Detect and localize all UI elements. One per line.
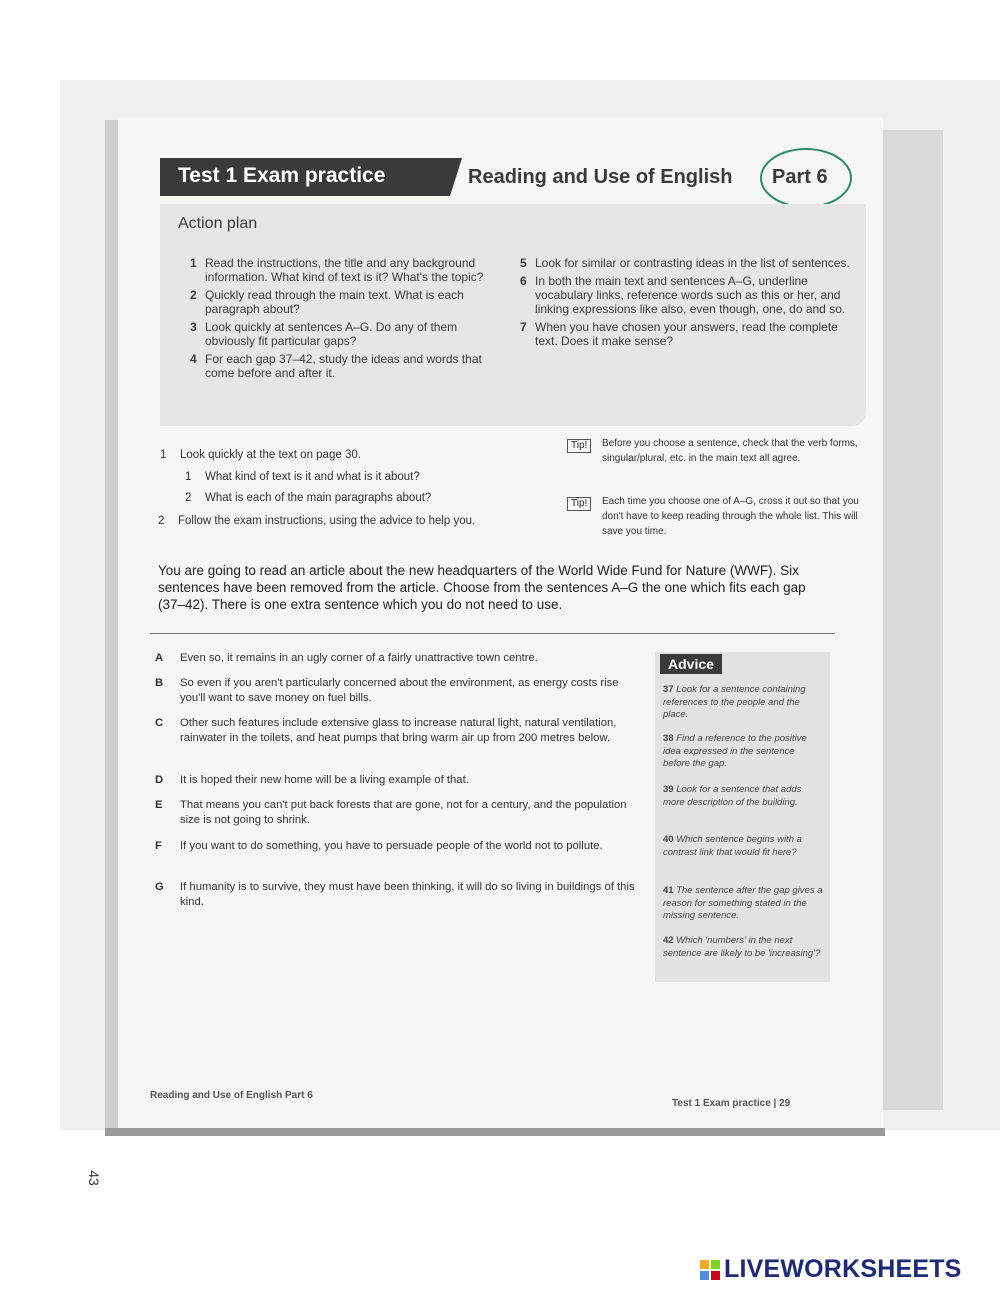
page-edge — [883, 130, 943, 1110]
page-bottom-edge — [105, 1128, 885, 1136]
option-text: It is hoped their new home will be a living example of that. — [180, 774, 469, 786]
question-text: What is each of the main paragraphs about? — [205, 492, 432, 504]
option-g — [155, 880, 645, 910]
option-text: Even so, it remains in an ugly corner of a fairly unattractive town centre. — [180, 652, 538, 664]
advice-item — [663, 784, 823, 809]
task-instructions: You are going to read an article about the new headquarters of the World Wide Fund for Nature (WWF). Six sentences have been removed from the article. Choose from the sentences A–G the one which fits each gap (37–42). There is one extra sentence which you do not need to use. — [158, 563, 806, 612]
advice-text: The sentence after the gap gives a reason for something stated in the missing sentence. — [663, 885, 823, 921]
question-2 — [158, 515, 475, 527]
plan-item — [190, 352, 510, 380]
advice-number: 38 — [663, 733, 674, 744]
option-e — [155, 798, 645, 828]
tip-label: Tip! — [567, 497, 591, 511]
advice-number: 42 — [663, 935, 674, 946]
advice-number: 40 — [663, 834, 674, 845]
advice-text: Which 'numbers' in the next sentence are likely to be 'increasing'? — [663, 935, 821, 959]
logo-text: LIVEWORKSHEETS — [724, 1255, 962, 1283]
advice-item — [663, 834, 823, 859]
plan-item — [520, 274, 850, 316]
option-letter: G — [155, 881, 164, 893]
plan-item-text: Look for similar or contrasting ideas in the list of sentences. — [535, 256, 850, 270]
plan-item — [190, 288, 510, 316]
option-text: If humanity is to survive, they must have been thinking, it will do so living in buildings of this kind. — [180, 881, 635, 908]
plan-item-number: 4 — [190, 352, 197, 366]
option-text: Other such features include extensive glass to increase natural light, natural ventilation, rainwater in the toilets, and heat pumps that bring warm air up from 200 metres below. — [180, 717, 617, 744]
question-number: 1 — [185, 471, 192, 483]
plan-item-number: 7 — [520, 320, 527, 334]
question-number: 2 — [158, 515, 165, 527]
option-letter: B — [155, 677, 164, 689]
option-letter: E — [155, 799, 163, 811]
option-f — [155, 839, 645, 854]
question-1-2 — [185, 492, 431, 504]
header-subtitle: Reading and Use of English — [468, 166, 733, 188]
liveworksheets-logo — [700, 1255, 962, 1284]
plan-item-text: When you have chosen your answers, read the complete text. Does it make sense? — [535, 320, 838, 348]
advice-text: Which sentence begins with a contrast link that would fit here? — [663, 834, 802, 858]
question-number: 2 — [185, 492, 192, 504]
option-text: So even if you aren't particularly concerned about the environment, as energy costs rise you'll want to save money on fuel bills. — [180, 677, 619, 704]
plan-item-text: Quickly read through the main text. What is each paragraph about? — [205, 288, 464, 316]
plan-item-number: 6 — [520, 274, 527, 288]
action-plan-right-list — [520, 256, 850, 352]
logo-icon — [700, 1260, 720, 1280]
tip-label: Tip! — [567, 439, 591, 453]
action-plan-left-list — [190, 256, 510, 384]
header-bar-slant — [450, 158, 462, 196]
advice-number: 39 — [663, 784, 674, 795]
plan-item-text: Read the instructions, the title and any background information. What kind of text is it? What's the topic? — [205, 256, 484, 284]
divider — [150, 633, 835, 634]
header-title: Test 1 Exam practice — [178, 164, 386, 187]
part-highlight-circle — [760, 148, 852, 208]
plan-item-text: Look quickly at sentences A–G. Do any of them obviously fit particular gaps? — [205, 320, 458, 348]
plan-item-text: For each gap 37–42, study the ideas and words that come before and after it. — [205, 352, 482, 380]
side-page-number: 43 — [85, 1170, 102, 1186]
question-text: Follow the exam instructions, using the advice to help you. — [178, 515, 476, 527]
plan-item-number: 2 — [190, 288, 197, 302]
action-plan-title: Action plan — [178, 215, 258, 232]
plan-item-number: 1 — [190, 256, 197, 270]
footer-right: Test 1 Exam practice | 29 — [672, 1098, 791, 1109]
option-text: If you want to do something, you have to persuade people of the world not to pollute. — [180, 840, 603, 852]
advice-item — [663, 935, 823, 960]
option-b — [155, 676, 645, 706]
advice-number: 41 — [663, 885, 674, 896]
plan-item-number: 5 — [520, 256, 527, 270]
option-letter: F — [155, 840, 162, 852]
plan-item-number: 3 — [190, 320, 197, 334]
plan-item — [190, 256, 510, 284]
option-d — [155, 773, 645, 788]
option-text: That means you can't put back forests that are gone, not for a century, and the population size is not going to shrink. — [180, 799, 627, 826]
question-1-1 — [185, 471, 420, 483]
advice-text: Look for a sentence containing references to the people and the place. — [663, 684, 806, 720]
advice-item — [663, 733, 823, 771]
advice-title: Advice — [660, 654, 722, 674]
header-part: Part 6 — [772, 166, 828, 188]
footer-left: Reading and Use of English Part 6 — [150, 1090, 313, 1101]
plan-item — [190, 320, 510, 348]
question-text: Look quickly at the text on page 30. — [180, 449, 361, 461]
option-letter: A — [155, 652, 164, 664]
option-c — [155, 716, 645, 746]
plan-item — [520, 256, 850, 270]
plan-item — [520, 320, 850, 348]
advice-text: Find a reference to the positive idea expressed in the sentence before the gap. — [663, 733, 807, 769]
advice-number: 37 — [663, 684, 674, 695]
question-1 — [160, 449, 361, 461]
page-shadow — [105, 120, 119, 1130]
plan-item-text: In both the main text and sentences A–G, underline vocabulary links, reference words such as this or her, and linking expressions like also, even though, one, do and so. — [535, 274, 846, 316]
option-letter: D — [155, 774, 164, 786]
option-letter: C — [155, 717, 164, 729]
question-text: What kind of text is it and what is it about? — [205, 471, 420, 483]
advice-text: Look for a sentence that adds more description of the building. — [663, 784, 802, 808]
advice-item — [663, 885, 823, 923]
question-number: 1 — [160, 449, 167, 461]
option-a — [155, 651, 645, 666]
tip-text: Before you choose a sentence, check that the verb forms, singular/plural, etc. in the main text all agree. — [602, 438, 858, 464]
tip-text: Each time you choose one of A–G, cross it out so that you don't have to keep reading through the whole list. This will save you time. — [602, 496, 859, 537]
advice-item — [663, 684, 823, 722]
